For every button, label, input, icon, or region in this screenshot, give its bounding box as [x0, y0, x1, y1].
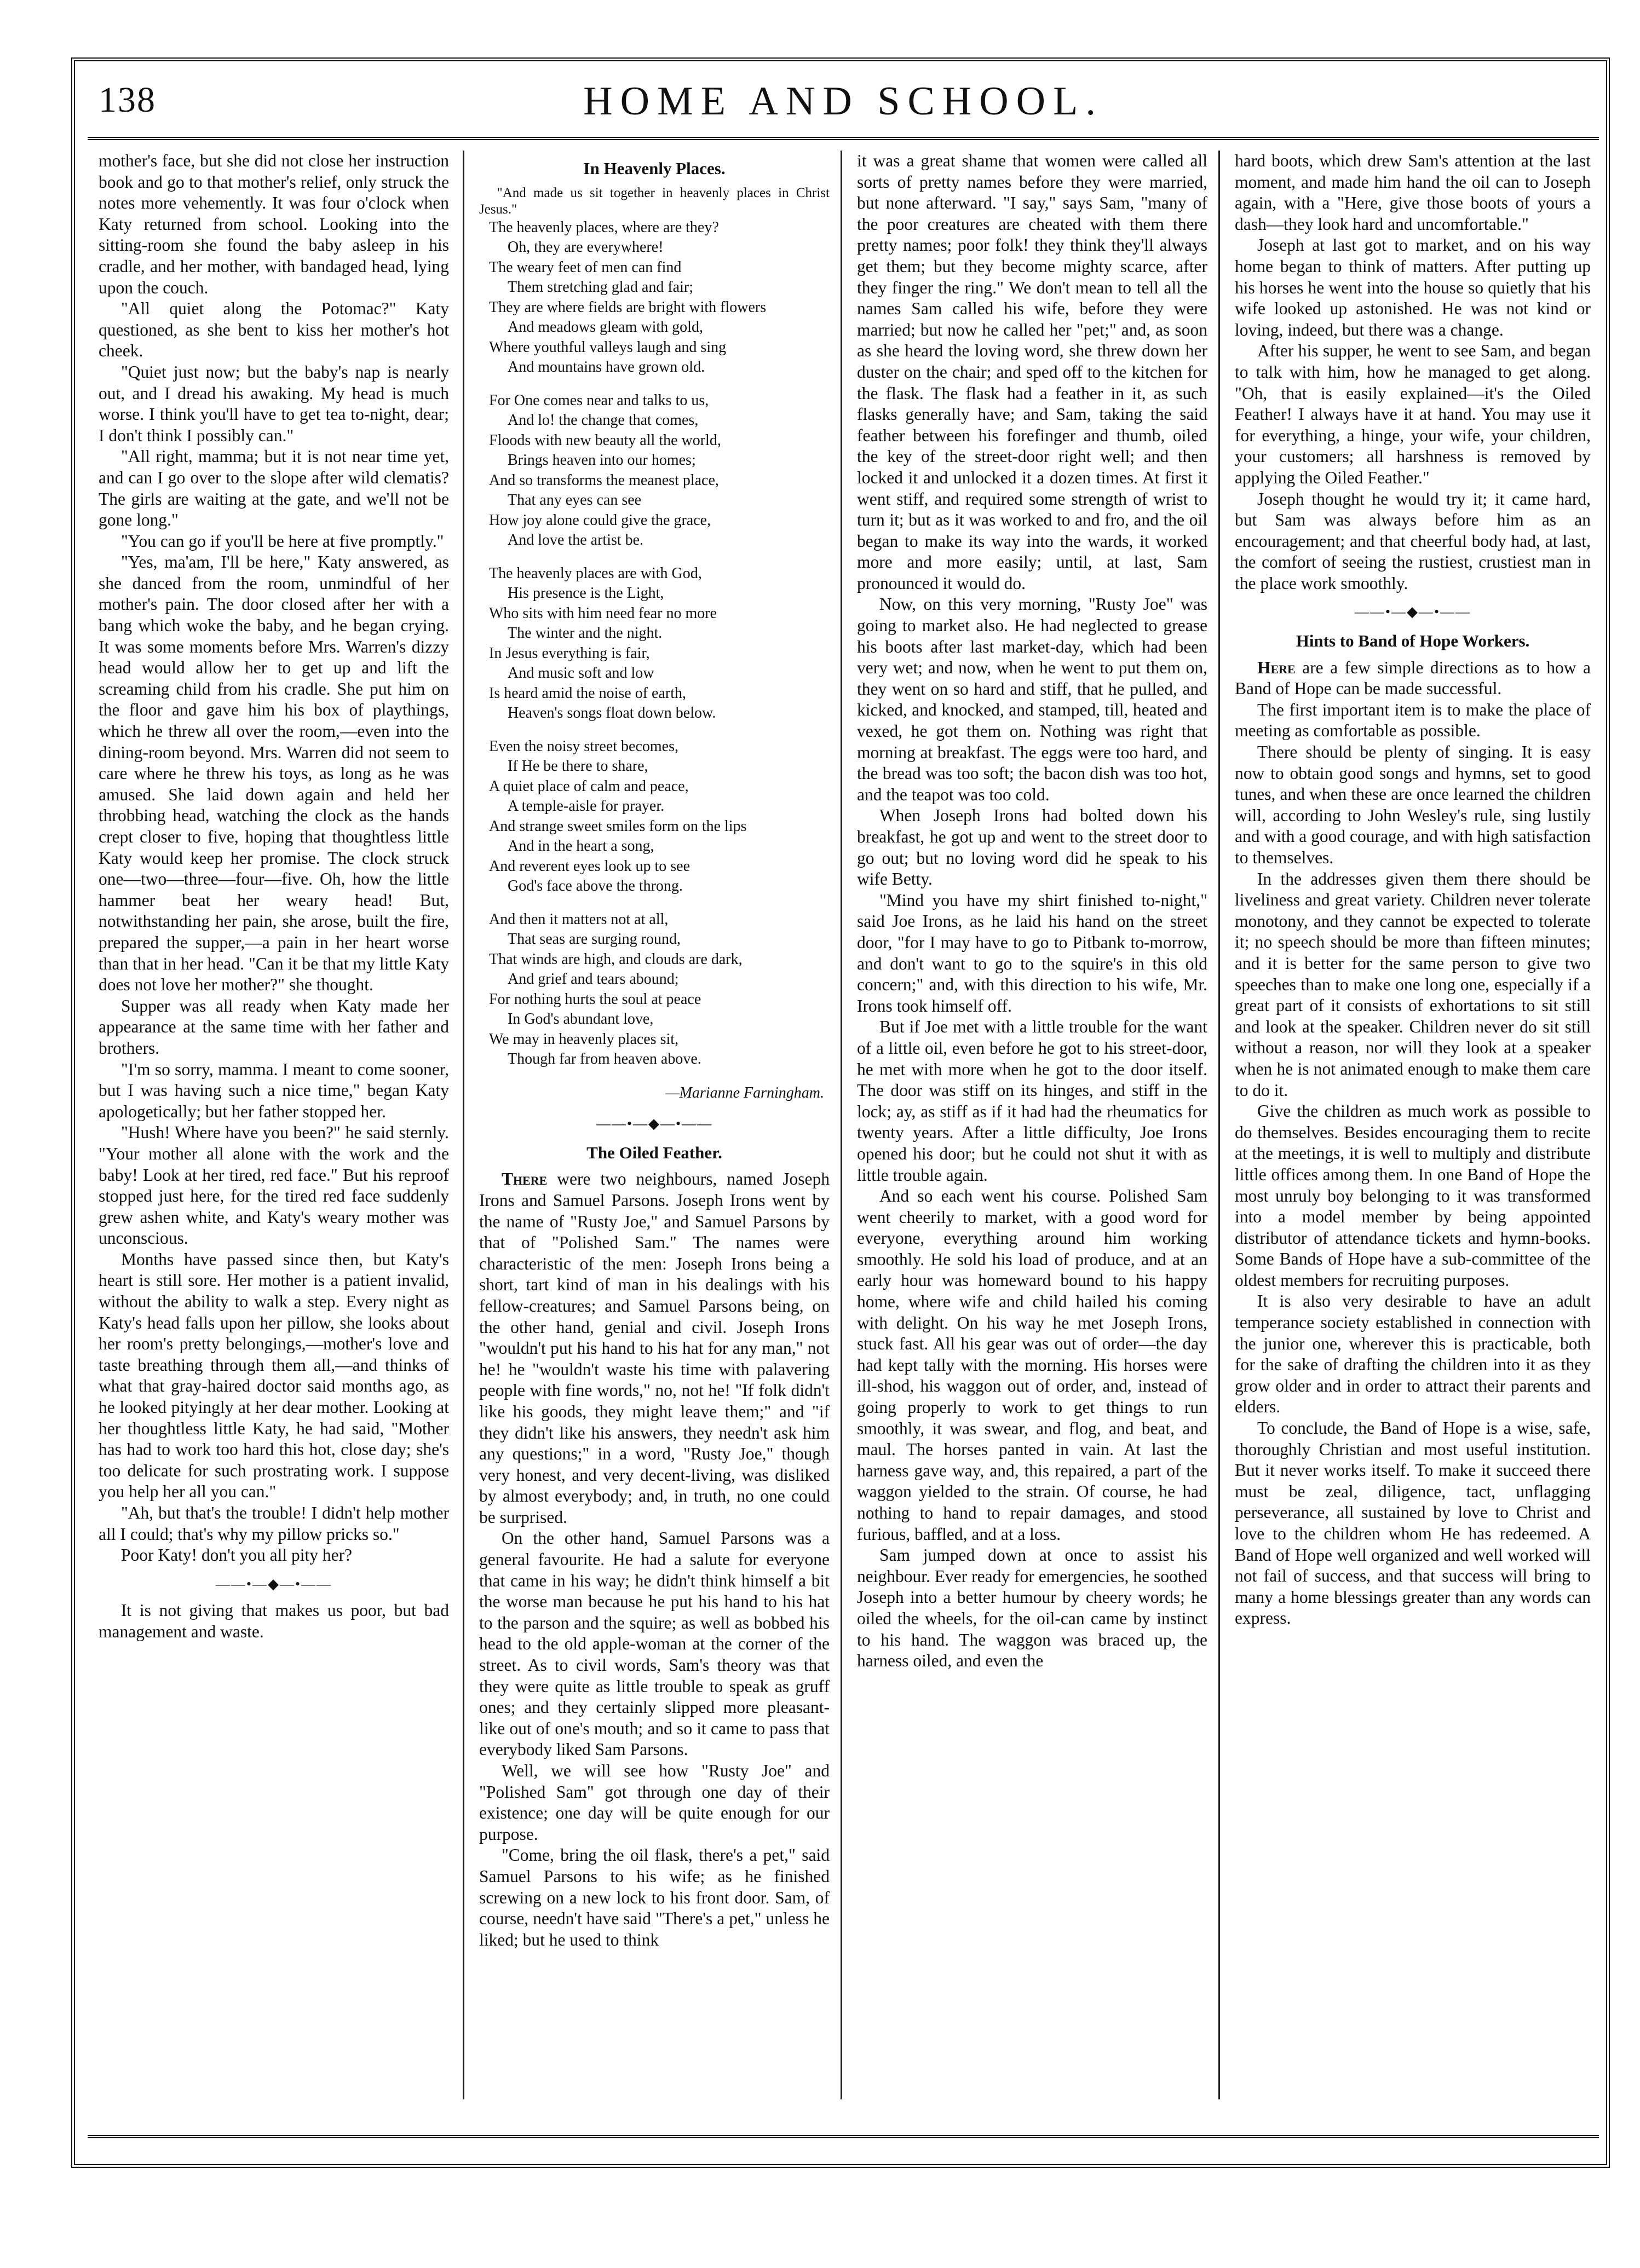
- paragraph: "I'm so sorry, mamma. I meant to come sooner, but I was having such a nice time," began Katy apologetically; but her father stopped her.: [99, 1059, 449, 1121]
- poem-line: The heavenly places, where are they?: [489, 218, 719, 236]
- poem-stanza: [489, 737, 830, 897]
- poem-line: We may in heavenly places sit,: [489, 1030, 679, 1048]
- drop-word: There: [501, 1169, 548, 1189]
- paragraph: Well, we will see how "Rusty Joe" and "Polished Sam" got through one day of their existence; one day will be quite enough for our purpose.: [479, 1761, 830, 1844]
- poem-line: Though far from heaven above.: [508, 1051, 701, 1068]
- poem-line: Even the noisy street becomes,: [489, 737, 679, 755]
- poem-epigraph: "And made us sit together in heavenly places in Christ Jesus.": [479, 185, 830, 217]
- poem-line: And so transforms the meanest place,: [489, 471, 719, 489]
- paragraph: Supper was all ready when Katy made her appearance at the same time with her father and brothers.: [99, 996, 449, 1058]
- running-title: HOME AND SCHOOL.: [583, 79, 1103, 124]
- poem-line: Floods with new beauty all the world,: [489, 431, 721, 449]
- page-number: 138: [99, 80, 156, 120]
- poem-stanza: [489, 564, 830, 724]
- poem-line: For nothing hurts the soul at peace: [489, 990, 701, 1008]
- poem-line: The heavenly places are with God,: [489, 564, 702, 582]
- paragraph: "Quiet just now; but the baby's nap is nearly out, and I dread his awaking. My head is much worse. I think you'll have to get tea to-night, dear; I don't think I possibly can.": [99, 362, 449, 445]
- paragraph: "Hush! Where have you been?" he said sternly. "Your mother all alone with the work and the baby! Look at her tired, red face." But his reproof stopped just here, for the tired red face suddenly grew ashen white, and Katy's weary mother was unconscious.: [99, 1123, 449, 1248]
- poem-stanza: [489, 218, 830, 378]
- poem-line: And love the artist be.: [508, 532, 644, 549]
- paragraph: "Mind you have my shirt finished to-night," said Joe Irons, as he laid his hand on the street door, "for I may have to go to Pitbank to-morrow, and don't want to go to the squire's in this old concern;" and, with this direction to his wife, Mr. Irons took himself off.: [857, 890, 1207, 1015]
- column-2: [479, 151, 830, 2099]
- paragraph: After his supper, he went to see Sam, and began to talk with him, how he managed to get along. "Oh, that is easily explained—it's the Oiled Feather! I always have it at hand. You may use it for everything, a hinge, your wife, your children, your customers; all harshness is removed by applying the Oiled Feather.": [1235, 341, 1591, 487]
- paragraph: Give the children as much work as possible to do themselves. Besides encouraging them to recite at the meetings, it is well to multiply and distribute little offices among them. In one Band of Hope the most unruly boy belonging to it was transformed into a model member by being appointed distributor of attendance tickets and hymn-books. Some Bands of Hope have a sub-committee of the oldest members for recruiting purposes.: [1235, 1101, 1591, 1290]
- poem-line: Them stretching glad and fair;: [508, 279, 693, 296]
- paragraph: "Yes, ma'am, I'll be here," Katy answered, as she danced from the room, unmindful of her mother's pain. The door closed after her with a bang which woke the baby, and he began crying. It was some moments before Mrs. Warren's dizzy head would allow her to get up and lift the screaming child from his cradle. She put him on the floor and gave him his box of playthings, which he threw all over the room,—even into the dining-room beyond. Mrs. Warren did not seem to care where he threw his toys, as long as he was amused. She laid down again and held her throbbing head, watching the clock as the hands crept closer to five, hoping that thoughtless little Katy would keep her promise. The clock struck one—two—three—four—five. Oh, how the little hammer beat her weary head! But, notwithstanding her pain, she arose, built the fire, prepared the supper,—a pain in her heart worse than that in her head. "Can it be that my little Katy does not love her mother?" she thought.: [99, 552, 449, 995]
- paragraph: In the addresses given them there should be liveliness and great variety. Children never tolerate monotony, and they cannot be expected to tolerate it; no speech should be more than fifteen minutes; and it is better for the same person to give two speeches than to make one long one, especially if a great part of it consists of exhortations to sit still and look at the speaker. Children never do sit still without a reason, nor will they look at a speaker when he is not animated enough to make them care to do it.: [1235, 869, 1591, 1100]
- column-3: [857, 151, 1207, 2099]
- column-rule: [463, 151, 464, 2099]
- footer-rule: [88, 2135, 1599, 2138]
- page-header: [99, 68, 1588, 134]
- paragraph: When Joseph Irons had bolted down his breakfast, he got up and went to the street door to go out; but no loving word did he speak to his wife Betty.: [857, 806, 1207, 889]
- poem-stanza: [489, 910, 830, 1070]
- paragraph: But if Joe met with a little trouble for the want of a little oil, even before he got to his street-door, he met with more when he got to the door itself. The door was stiff on its hinges, and stiff in the lock; ay, as stiff as if it had had the rheumatics for twenty years. After a little difficulty, Joe Irons opened his door; but he could not shut it with as little trouble again.: [857, 1017, 1207, 1185]
- poem-line: Oh, they are everywhere!: [508, 239, 664, 256]
- poem-line: Heaven's songs float down below.: [508, 705, 716, 722]
- paragraph: it was a great shame that women were called all sorts of pretty names before they were married, but none afterward. "I say," says Sam, "many of the poor creatures are cheated with them there pretty names; poor folk! they think they'll always get them; but they become mighty scarce, after they finger the ring." We don't mean to tell all the names Sam called his wife, before they were married; but now he called her "pet;" and, as soon as she heard the loving word, she threw down her duster on the chair; and sped off to the kitchen for the flask. The flask had a feather in it, as such flasks generally have; and Sam, taking the said feather between his forefinger and thumb, oiled the key of the street-door right well; and then locked it and unlocked it a dozen times. At first it went stiff, and required some strength of wrist to turn it; but as it was worked to and fro, and the oil began to make its way into the wards, it worked more and more easily; until, at last, Sam pronounced it would do.: [857, 151, 1207, 593]
- paragraph: Now, on this very morning, "Rusty Joe" was going to market also. He had neglected to grease his boots after last market-day, which had been very wet; and now, when he went to put them on, they went on so hard and stiff, that he pulled, and kicked, and knocked, and stamped, till, heated and vexed, he got them on. Nothing was right that morning at breakfast. The eggs were too hard, and the bread was too soft; the bacon dish was too hot, and the teapot was too cold.: [857, 595, 1207, 804]
- poem-signature: —Marianne Farningham.: [665, 1084, 824, 1101]
- poem-line: And then it matters not at all,: [489, 910, 669, 928]
- story-title: The Oiled Feather.: [586, 1142, 722, 1162]
- poem-line: Is heard amid the noise of earth,: [489, 684, 686, 702]
- paragraph: And so each went his course. Polished Sam went cheerily to market, with a good word for everyone, everything around him working smoothly. He sold his load of produce, and at an early hour was homeward bound to his happy home, where wife and child hailed his coming with delight. On his way he met Joseph Irons, stuck fast. All his gear was out of order—the day had kept tally with the morning. His horses were ill-shod, his waggon out of order, and, instead of going properly to work to get things to run smoothly, it was swear, and flog, and beat, and maul. The horses panted in vain. At last the harness gave way, and, this repaired, a part of the waggon yielded to the strain. Of course, he had nothing to hand to repair damages, and stood furious, baffled, and at a loss.: [857, 1186, 1207, 1544]
- poem-line: Who sits with him need fear no more: [489, 604, 717, 622]
- paragraph: It is also very desirable to have an adult temperance society established in connection with the junior one, wherever this is practicable, both for the sake of drafting the children into it as they grow older and in order to attract their parents and elders.: [1235, 1291, 1591, 1417]
- poem-line: If He be there to share,: [508, 758, 648, 775]
- paragraph: "Ah, but that's the trouble! I didn't help mother all I could; that's why my pillow pricks so.": [99, 1503, 449, 1544]
- poem-line: God's face above the throng.: [508, 878, 683, 895]
- paragraph: On the other hand, Samuel Parsons was a general favourite. He had a salute for everyone that came in his way; he didn't think himself a bit the worse man because he put his hand to his hat to the parson and the squire; as well as bobbed his head to the old apple-woman at the corner of the street. As to civil words, Sam's theory was that they were quite as little trouble to speak as gruff ones; and they certainly slipped more pleasant-like out of one's mouth; and so it came to pass that everybody liked Sam Parsons.: [479, 1528, 830, 1759]
- paragraph: [479, 1169, 830, 1528]
- poem-line: In Jesus everything is fair,: [489, 644, 650, 662]
- paragraph: "You can go if you'll be here at five promptly.": [120, 531, 444, 551]
- poem-line: The weary feet of men can find: [489, 258, 682, 276]
- drop-word: Here: [1257, 657, 1296, 677]
- poem-line: The winter and the night.: [508, 625, 663, 642]
- poem-line: Where youthful valleys laugh and sing: [489, 338, 727, 356]
- poem-line: And reverent eyes look up to see: [489, 857, 690, 875]
- paragraph-text: were two neighbours, named Joseph Irons and Samuel Parsons. Joseph Irons went by the name of "Rusty Joe," and Samuel Parsons by that of "Polished Sam." The names were characteristic of the men: Joseph Irons being a short, tart kind of man in his dealings with his fellow-creatures; and Samuel Parsons being, on the other hand, genial and civil. Joseph Irons "wouldn't put his hand to his hat for any man," not he! he "wouldn't waste his time with palavering people with fine words," no, not he! "If folk didn't like his goods, they might leave them;" and "if they didn't like his answers, they needn't ask him any questions;" in a word, "Rusty Joe," though very honest, and very decent-living, was disliked by almost everybody; and, in truth, no one could be surprised.: [479, 1169, 830, 1527]
- header-rule: [88, 137, 1599, 140]
- column-rule: [841, 151, 842, 2099]
- paragraph-text: are a few simple directions as to how a Band of Hope can be made successful.: [1235, 657, 1591, 699]
- paragraph: "Come, bring the oil flask, there's a pet," said Samuel Parsons to his wife; as he finished screwing on a new lock to his front door. Sam, of course, needn't have said "There's a pet," unless he liked; but he used to think: [479, 1845, 830, 1949]
- column-1: [99, 151, 449, 2099]
- poem-line: For One comes near and talks to us,: [489, 391, 709, 409]
- poem-line: And grief and tears abound;: [508, 971, 679, 988]
- section-ornament: ——•—◆—•——: [1354, 604, 1471, 620]
- poem-stanza: [489, 391, 830, 551]
- paragraph: There should be plenty of singing. It is easy now to obtain good songs and hymns, set to good tunes, and when these are once learned the children will, according to John Wesley's rule, sing lustily and with a good courage, and with high satisfaction to themselves.: [1235, 742, 1591, 867]
- poem-line: And in the heart a song,: [508, 838, 654, 855]
- paragraph: Poor Katy! don't you all pity her?: [120, 1545, 353, 1565]
- poem-line: They are where fields are bright with flowers: [489, 298, 767, 316]
- poem-line: And meadows gleam with gold,: [508, 319, 703, 336]
- poem-line: Brings heaven into our homes;: [508, 452, 696, 469]
- column-rule: [1218, 151, 1220, 2099]
- paragraph: To conclude, the Band of Hope is a wise, safe, thoroughly Christian and most useful institution. But it never works itself. To make it succeed there must be zeal, diligence, tact, unflagging perseverance, all sustained by love to Christ and love to the children whom He has redeemed. A Band of Hope well organized and well worked will not fail of success, and that success will bring to many a home blessings greater than any words can express.: [1235, 1418, 1591, 1628]
- section-ornament: ——•—◆—•——: [215, 1576, 332, 1592]
- poem-line: And strange sweet smiles form on the lips: [489, 817, 747, 835]
- paragraph: hard boots, which drew Sam's attention at the last moment, and made him hand the oil can to Joseph again, with a "Here, give those boots of yours a dash—they look hard and uncomfortable.": [1235, 151, 1591, 234]
- poem-line: And mountains have grown old.: [508, 359, 705, 376]
- section-ornament: ——•—◆—•——: [596, 1116, 713, 1132]
- poem-title: In Heavenly Places.: [583, 159, 726, 178]
- poem-line: A quiet place of calm and peace,: [489, 777, 689, 795]
- paragraph: Joseph thought he would try it; it came hard, but Sam was always before him as an encouragement; and that cheerful body had, at last, the comfort of seeing the rustiest, crustiest man in the place work smoothly.: [1235, 489, 1591, 593]
- poem-line: That any eyes can see: [508, 492, 642, 509]
- article-title: Hints to Band of Hope Workers.: [1296, 631, 1530, 651]
- poem-line: That seas are surging round,: [508, 931, 681, 948]
- poem-line: And lo! the change that comes,: [508, 412, 699, 429]
- paragraph: "All quiet along the Potomac?" Katy questioned, as she bent to kiss her mother's hot cheek.: [99, 299, 449, 361]
- paragraph: [1235, 657, 1591, 700]
- paragraph: The first important item is to make the place of meeting as comfortable as possible.: [1235, 700, 1591, 741]
- column-4: [1235, 151, 1591, 2099]
- closing-maxim: It is not giving that makes us poor, but bad management and waste.: [99, 1601, 449, 1641]
- poem-line: And music soft and low: [508, 665, 654, 682]
- paragraph: Joseph at last got to market, and on his way home began to think of matters. After putting up his horses he went into the house so quietly that his wife looked up astonished. He was not kind or loving, indeed, but there was a change.: [1235, 235, 1591, 339]
- paragraph: Months have passed since then, but Katy's heart is still sore. Her mother is a patient invalid, without the ability to walk a step. Every night as Katy's head falls upon her pillow, she looks about her room's pretty belongings,—mother's love and taste breathing through them all,—and thinks of what that gray-haired doctor said months ago, as he looked pityingly at her dear mother. Looking at her thoughtless little Katy, he had said, "Mother has had to work too hard this hot, close day; she's too delicate for such prostrating work. I suppose you help her all you can.": [99, 1249, 449, 1502]
- poem-line: His presence is the Light,: [508, 585, 664, 602]
- poem-line: How joy alone could give the grace,: [489, 511, 711, 529]
- paragraph: mother's face, but she did not close her instruction book and go to that mother's relief, only struck the notes more vehemently. It was four o'clock when Katy returned from school. Looking into the sitting-room she found the baby asleep in his cradle, and her mother, with bandaged head, lying upon the couch.: [99, 151, 449, 297]
- poem-line: A temple-aisle for prayer.: [508, 798, 665, 815]
- paragraph: "All right, mamma; but it is not near time yet, and can I go over to the slope after wild clematis? The girls are waiting at the gate, and we'll not be gone long.": [99, 447, 449, 530]
- poem-line: That winds are high, and clouds are dark,: [489, 950, 743, 968]
- poem-line: In God's abundant love,: [508, 1011, 654, 1028]
- paragraph: Sam jumped down at once to assist his neighbour. Ever ready for emergencies, he soothed Joseph into a better humour by cheery words; he oiled the wheels, for the oil-can came by instinct to his hand. The waggon was braced up, the harness oiled, and even the: [857, 1545, 1207, 1671]
